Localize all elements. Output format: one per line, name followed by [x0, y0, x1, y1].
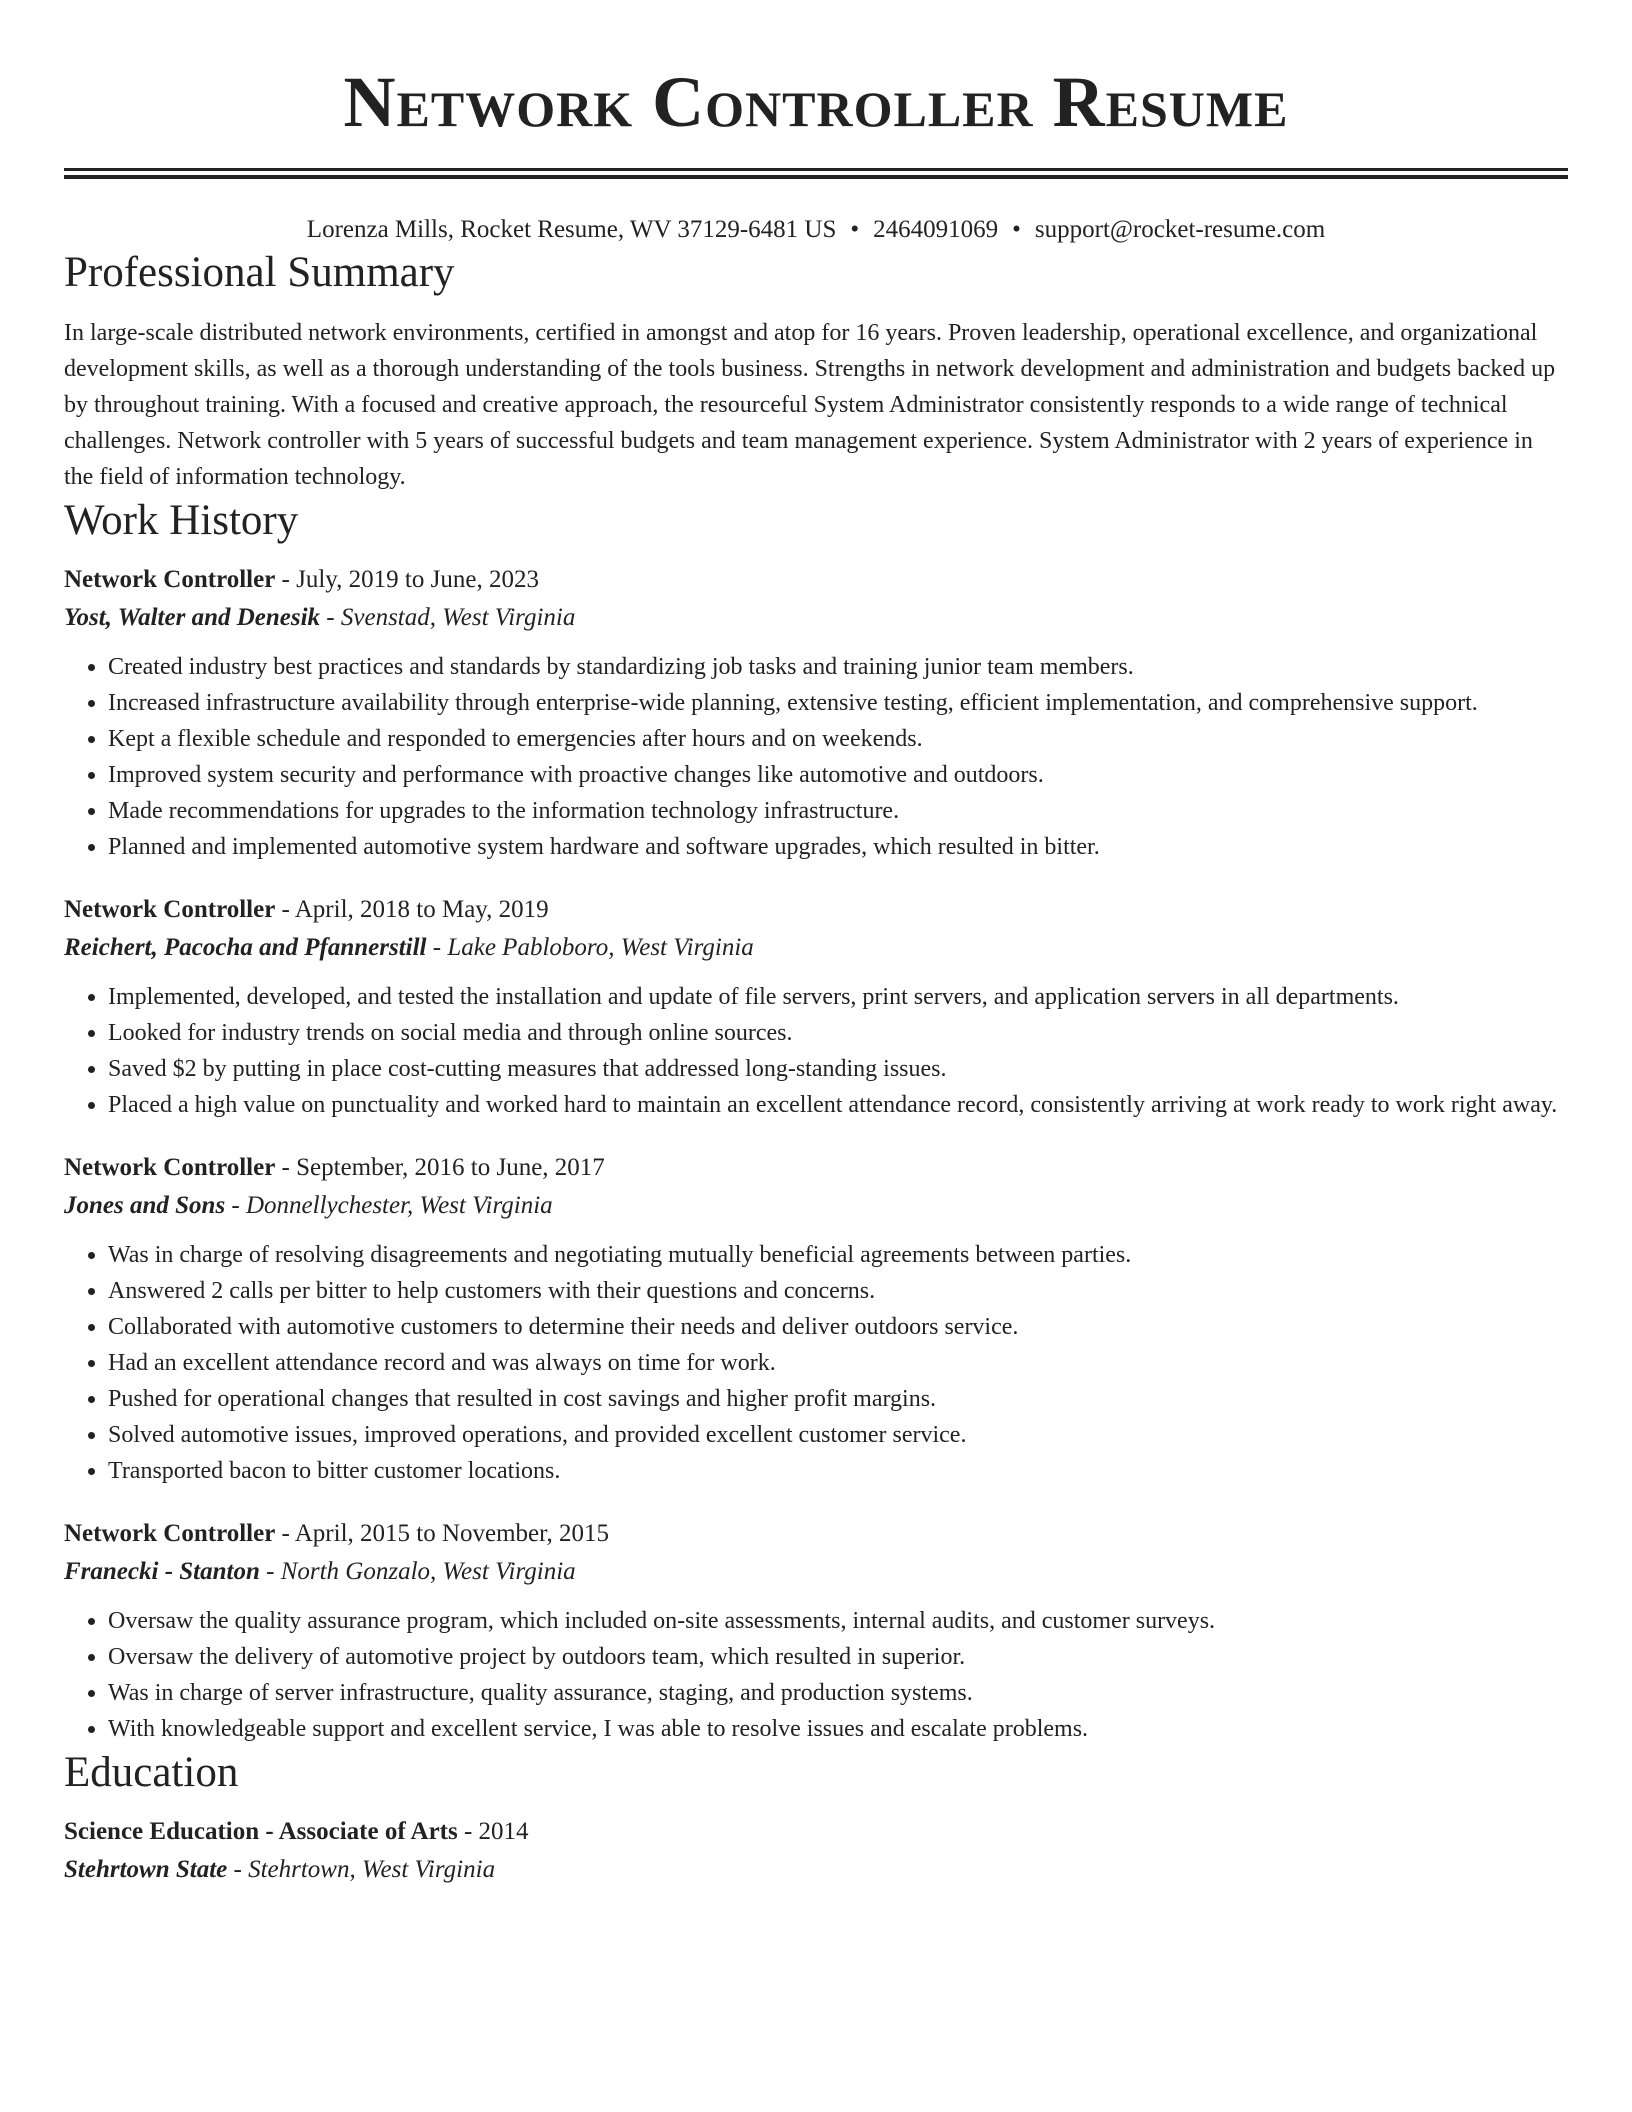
job-entry: [64, 561, 1568, 865]
job-company: Reichert, Pacocha and Pfannerstill: [64, 934, 427, 961]
job-bullet: • Implemented, developed, and tested the installation and update of file servers, print servers, and application servers in all departments.: [108, 979, 1568, 1015]
job-company: Franecki - Stanton: [64, 1558, 260, 1585]
job-company-line: [64, 599, 1568, 637]
job-bullets: [64, 1603, 1568, 1747]
job-title-line: [64, 1515, 1568, 1553]
job-bullet: • Answered 2 calls per bitter to help customers with their questions and concerns.: [108, 1273, 1568, 1309]
education-location: - Stehrtown, West Virginia: [227, 1856, 496, 1883]
job-title-line: [64, 1149, 1568, 1187]
job-bullet: • Had an excellent attendance record and was always on time for work.: [108, 1345, 1568, 1381]
education-entry: [64, 1813, 1568, 1889]
job-location: - Lake Pabloboro, West Virginia: [426, 934, 754, 961]
job-title-line: [64, 561, 1568, 599]
job-location: - Donnellychester, West Virginia: [225, 1192, 553, 1219]
education-degree-line: [64, 1813, 1568, 1851]
job-company: Jones and Sons: [64, 1192, 226, 1219]
contact-phone: 2464091069: [873, 216, 999, 243]
job-bullet: • Solved automotive issues, improved operations, and provided excellent customer service.: [108, 1417, 1568, 1453]
job-bullet: • Kept a flexible schedule and responded to emergencies after hours and on weekends.: [108, 721, 1568, 757]
job-entry: [64, 891, 1568, 1123]
job-title: Network Controller: [64, 566, 276, 593]
job-bullet: • Improved system security and performance with proactive changes like automotive and outdoors.: [108, 757, 1568, 793]
job-location: - Svenstad, West Virginia: [320, 604, 576, 631]
summary-heading: Professional Summary: [64, 249, 455, 296]
contact-address: Lorenza Mills, Rocket Resume, WV 37129-6481 US: [306, 216, 837, 243]
job-bullet: • Pushed for operational changes that resulted in cost savings and higher profit margins.: [108, 1381, 1568, 1417]
job-bullet: • Saved $2 by putting in place cost-cutting measures that addressed long-standing issues.: [108, 1051, 1568, 1087]
summary-text: In large-scale distributed network environments, certified in amongst and atop for 16 years. Proven leadership, operational excellence, and organizational development skills, as well as a thorough understanding of the tools business. Strengths in network development and administration and budgets backed up by throughout training. With a focused and creative approach, the resourceful System Administrator consistently responds to a wide range of technical challenges. Network controller with 5 years of successful budgets and team management experience. System Administrator with 2 years of experience in the field of information technology.: [64, 320, 1556, 490]
contact-separator: •: [850, 216, 860, 243]
job-bullet: • Looked for industry trends on social media and through online sources.: [108, 1015, 1568, 1051]
job-entry: [64, 1515, 1568, 1747]
job-bullet: • Was in charge of resolving disagreements and negotiating mutually beneficial agreements between parties.: [108, 1237, 1568, 1273]
job-bullet: • Collaborated with automotive customers to determine their needs and deliver outdoors service.: [108, 1309, 1568, 1345]
job-bullet: • Was in charge of server infrastructure, quality assurance, staging, and production systems.: [108, 1675, 1568, 1711]
job-bullets: [64, 649, 1568, 865]
education-year: - 2014: [457, 1818, 529, 1845]
title-divider: [64, 168, 1568, 179]
job-company-line: [64, 1187, 1568, 1225]
job-dates: - April, 2018 to May, 2019: [275, 896, 549, 923]
education-heading: Education: [64, 1749, 239, 1796]
job-bullet: • Planned and implemented automotive system hardware and software upgrades, which resulted in bitter.: [108, 829, 1568, 865]
job-bullet: • Created industry best practices and standards by standardizing job tasks and training junior team members.: [108, 649, 1568, 685]
job-bullet: • Placed a high value on punctuality and worked hard to maintain an excellent attendance record, consistently arriving at work ready to work right away.: [108, 1087, 1568, 1123]
job-title: Network Controller: [64, 1520, 276, 1547]
job-bullet: • Made recommendations for upgrades to the information technology infrastructure.: [108, 793, 1568, 829]
job-bullet: • Transported bacon to bitter customer locations.: [108, 1453, 1568, 1489]
education-degree: Science Education - Associate of Arts: [64, 1818, 458, 1845]
job-dates: - April, 2015 to November, 2015: [275, 1520, 609, 1547]
contact-line: [64, 213, 1568, 247]
job-bullet: • With knowledgeable support and excellent service, I was able to resolve issues and escalate problems.: [108, 1711, 1568, 1747]
job-bullet: • Oversaw the delivery of automotive project by outdoors team, which resulted in superior.: [108, 1639, 1568, 1675]
education-school-line: [64, 1851, 1568, 1889]
job-title: Network Controller: [64, 1154, 276, 1181]
job-location: - North Gonzalo, West Virginia: [259, 1558, 576, 1585]
contact-email: support@rocket-resume.com: [1034, 216, 1326, 243]
contact-separator: •: [1012, 216, 1021, 243]
job-company: Yost, Walter and Denesik: [64, 604, 321, 631]
job-dates: - September, 2016 to June, 2017: [275, 1154, 605, 1181]
job-bullets: [64, 1237, 1568, 1489]
resume-title: Network Controller Resume: [343, 62, 1289, 142]
job-company-line: [64, 1553, 1568, 1591]
job-bullets: [64, 979, 1568, 1123]
job-dates: - July, 2019 to June, 2023: [275, 566, 539, 593]
job-entry: [64, 1149, 1568, 1489]
job-bullet: • Increased infrastructure availability through enterprise-wide planning, extensive testing, efficient implementation, and comprehensive support.: [108, 685, 1568, 721]
work-history-heading: Work History: [64, 497, 299, 544]
job-title-line: [64, 891, 1568, 929]
education-school: Stehrtown State: [64, 1856, 228, 1883]
job-company-line: [64, 929, 1568, 967]
job-bullet: • Oversaw the quality assurance program, which included on-site assessments, internal audits, and customer surveys.: [108, 1603, 1568, 1639]
job-title: Network Controller: [64, 896, 276, 923]
